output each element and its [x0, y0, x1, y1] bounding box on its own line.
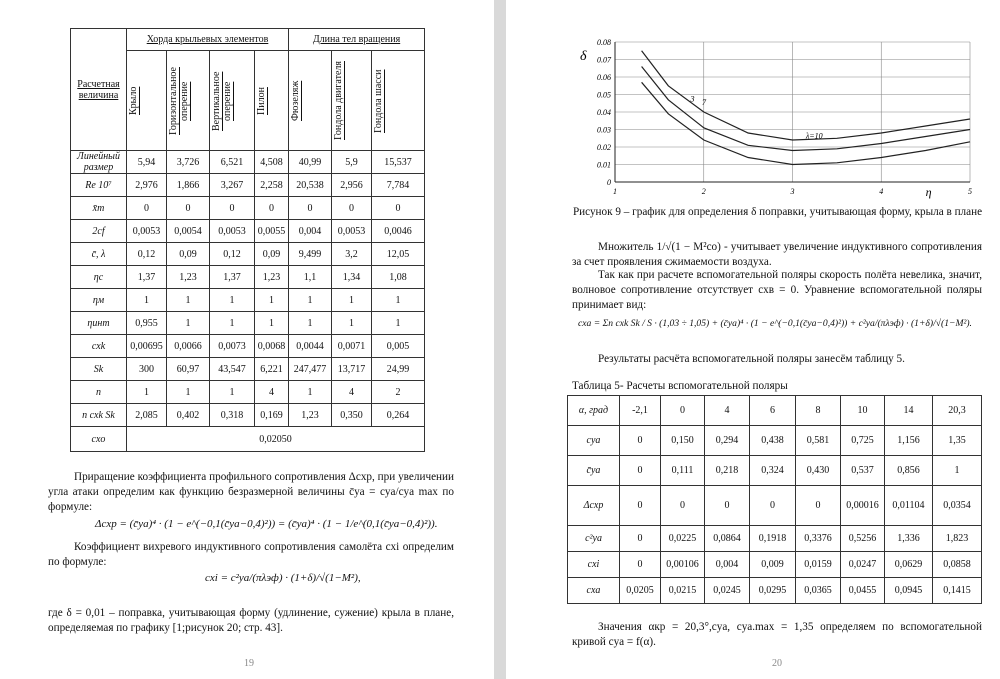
table-cell: 0	[127, 197, 167, 220]
table-cell: 0,005	[372, 335, 425, 358]
table-cell: 0	[705, 486, 750, 526]
table-cell: 0	[620, 486, 661, 526]
cxo-value: 0,02050	[127, 427, 425, 452]
table-cell: 0,09	[167, 243, 210, 266]
table-cell: 6,221	[255, 358, 289, 381]
table-cell: 15,537	[372, 151, 425, 174]
table-cell: 0,12	[210, 243, 255, 266]
table-cell: 0,0215	[661, 578, 705, 604]
table-cell: 1,34	[332, 266, 372, 289]
header-cell: 8	[796, 396, 841, 426]
table-cell: 0,150	[661, 426, 705, 456]
table-cell: 0,955	[127, 312, 167, 335]
table-cell: 2,085	[127, 404, 167, 427]
row-label: cya	[568, 426, 620, 456]
table-cell: 1,23	[289, 404, 332, 427]
table-cell: 1,37	[127, 266, 167, 289]
table-row	[71, 174, 425, 197]
x-tick-label: 1	[613, 187, 617, 196]
table-cell: 2,976	[127, 174, 167, 197]
table-cell: 1	[289, 381, 332, 404]
table-cell: 1	[289, 289, 332, 312]
table-cell: 0,264	[372, 404, 425, 427]
y-tick-label: 0.08	[597, 38, 611, 47]
col-header: Гондола двигателя	[333, 61, 344, 140]
y-tick-label: 0.06	[597, 73, 611, 82]
table-cell: 1,823	[933, 526, 982, 552]
table-row	[568, 486, 982, 526]
table-cell: 1,23	[167, 266, 210, 289]
y-tick-label: 0	[607, 178, 611, 187]
table-cell: 1	[127, 289, 167, 312]
table-cell: 0,0629	[885, 552, 933, 578]
table-cell: 0,0073	[210, 335, 255, 358]
row-label: cxa	[568, 578, 620, 604]
row-label: x̄т	[71, 197, 127, 220]
y-tick-label: 0.03	[597, 125, 611, 135]
table-cell: 0,3376	[796, 526, 841, 552]
header-label: α, град	[568, 396, 620, 426]
paragraph-multiplier: Множитель 1/√(1 − M²co) - учитывает увеличение индуктивного сопротивления за счет проявления сжимаемости воздуха.	[572, 241, 982, 268]
formula-cxi: cxi = c²ya/(πλэф) · (1+δ)/√(1−M²),	[205, 572, 361, 584]
table-cell: 0,0945	[885, 578, 933, 604]
row-label: cxo	[71, 427, 127, 452]
paragraph-delta-correction: где δ = 0,01 – поправка, учитывающая форму (удлинение, сужение) крыла в плане, определяемая по графику [1;рисунок 20; стр. 43].	[48, 607, 454, 634]
table-cell: 0,0053	[210, 220, 255, 243]
table-cell: 0,0858	[933, 552, 982, 578]
table-row	[71, 335, 425, 358]
table-cell: 0,430	[796, 456, 841, 486]
table-cell: 0,0053	[127, 220, 167, 243]
table-cell: 1	[332, 289, 372, 312]
table-header-row	[568, 396, 982, 426]
y-tick-label: 0.04	[597, 108, 611, 117]
table5-title: Таблица 5- Расчеты вспомогательной поляры	[572, 380, 788, 392]
col-header: Пилон	[256, 86, 267, 115]
formula-delta-cxp: Δcxp = (c̄ya)⁴ · (1 − e^(−0,1(c̄ya−0,4)²)) = (c̄ya)⁴ · (1 − 1/e^(0,1(c̄ya−0,4)²)).	[95, 518, 438, 530]
table-cell: 0,00016	[841, 486, 885, 526]
table-row	[71, 197, 425, 220]
paragraph-auxiliary-polar: Так как при расчете вспомогательной поляры скорость полёта невелика, значит, волновое сопротивление отсутствует cxв = 0. Уравнение вспомогательной поляры принимает вид:	[572, 269, 982, 311]
table-cell: 40,99	[289, 151, 332, 174]
table-cell: 0,0046	[372, 220, 425, 243]
table-cell: 0,0245	[705, 578, 750, 604]
table-cell: 0	[620, 456, 661, 486]
table-row	[71, 381, 425, 404]
header-cell: 20,3	[933, 396, 982, 426]
table-cell: 1,336	[885, 526, 933, 552]
table-row	[71, 404, 425, 427]
table-cell: 1,37	[210, 266, 255, 289]
table-cell: 0	[750, 486, 796, 526]
table-cell: 1	[210, 312, 255, 335]
table-cell: 1	[255, 312, 289, 335]
paragraph-results: Результаты расчёта вспомогательной поляры занесём таблицу 5.	[598, 353, 905, 365]
table-cell: 0	[210, 197, 255, 220]
table-cell: 1	[372, 312, 425, 335]
table-cell: 0,0365	[796, 578, 841, 604]
table-cell: 4,508	[255, 151, 289, 174]
y-tick-label: 0.01	[597, 160, 611, 170]
table-cell: 0,0044	[289, 335, 332, 358]
table-cell: 0,537	[841, 456, 885, 486]
row-label: cxk	[71, 335, 127, 358]
table-cell: 1	[372, 289, 425, 312]
table-cell: 0,5256	[841, 526, 885, 552]
table-cell: 0,218	[705, 456, 750, 486]
table-cell: 0,0068	[255, 335, 289, 358]
table-cell: 1,23	[255, 266, 289, 289]
table-row	[568, 456, 982, 486]
table-cell: 0	[255, 197, 289, 220]
table-cell: 0,350	[332, 404, 372, 427]
table-cell: 0,294	[705, 426, 750, 456]
group-header-chord: Хорда крыльевых элементов	[127, 29, 289, 51]
table-cell: 1,35	[933, 426, 982, 456]
table-cell: 1	[127, 381, 167, 404]
table-cell: 1	[332, 312, 372, 335]
table-cell: 0,581	[796, 426, 841, 456]
table-cell: 0,00695	[127, 335, 167, 358]
paragraph-induced-drag: Коэффициент вихревого индуктивного сопротивления самолёта cxi определим по формуле:	[48, 541, 454, 568]
col-header: Гондола шасси	[373, 68, 384, 133]
table-cell: 0	[620, 426, 661, 456]
y-axis-label: δ	[580, 49, 587, 64]
header-cell: 14	[885, 396, 933, 426]
row-label: Sk	[71, 358, 127, 381]
table-cell: 300	[127, 358, 167, 381]
table-cell: 0	[372, 197, 425, 220]
formula-cxa: cxa = Σn cxk Sk / S · (1,03 ÷ 1,05) + (c̄ya)⁴ · (1 − e^(−0,1(c̄ya−0,4)²)) + c²ya/(πλэф) · (1+δ)/√(1−M²).	[578, 318, 972, 329]
page-number: 20	[772, 658, 782, 669]
header-cell: 0	[661, 396, 705, 426]
table-row	[71, 312, 425, 335]
table-cell: 0,0053	[332, 220, 372, 243]
page-number: 19	[244, 658, 254, 669]
row-label: Δcxp	[568, 486, 620, 526]
table-cell: 0,1415	[933, 578, 982, 604]
auxiliary-polar-table	[567, 395, 982, 604]
table-cell: 20,538	[289, 174, 332, 197]
curve-label: 3	[690, 94, 695, 104]
table-cell: 1,866	[167, 174, 210, 197]
row-label: ηм	[71, 289, 127, 312]
table-cell: 1	[255, 289, 289, 312]
table-cell: 0	[661, 486, 705, 526]
table-row	[71, 289, 425, 312]
table-row	[568, 578, 982, 604]
row-label: 2cf	[71, 220, 127, 243]
table-cell: 0,0864	[705, 526, 750, 552]
table-cell: 0	[167, 197, 210, 220]
paragraph-critical-angle: Значения αкр = 20,3°,cya, cya.max = 1,35 определяем по вспомогательной кривой cya = f(α).	[572, 621, 982, 648]
table-cell: 0,0055	[255, 220, 289, 243]
table-cell: 1	[167, 381, 210, 404]
table-cell: 0,318	[210, 404, 255, 427]
table-cell: 0,0054	[167, 220, 210, 243]
header-cell: 4	[705, 396, 750, 426]
col-header: Фюзеляж	[290, 80, 301, 121]
table-cell: 0,169	[255, 404, 289, 427]
table-cell: 7,784	[372, 174, 425, 197]
table-cell: 1,08	[372, 266, 425, 289]
figure-caption: Рисунок 9 – график для определения δ поправки, учитывающая форму, крыла в плане	[572, 206, 983, 218]
table-cell: 4	[255, 381, 289, 404]
table-cell: 2	[372, 381, 425, 404]
x-tick-label: 2	[701, 187, 706, 196]
table-cell: 0,0071	[332, 335, 372, 358]
y-tick-label: 0.07	[597, 55, 611, 65]
table-cell: 0	[620, 552, 661, 578]
header-cell: -2,1	[620, 396, 661, 426]
table-cell: 0,009	[750, 552, 796, 578]
table-cell: 0,1918	[750, 526, 796, 552]
table-cell: 1	[933, 456, 982, 486]
x-tick-label: 5	[968, 187, 972, 196]
header-cell: 10	[841, 396, 885, 426]
row-label: n	[71, 381, 127, 404]
row-label: cxi	[568, 552, 620, 578]
table-cell: 1,1	[289, 266, 332, 289]
delta-correction-chart	[570, 34, 990, 204]
curve-label: λ=10	[805, 131, 823, 141]
table-cell: 13,717	[332, 358, 372, 381]
table-row	[568, 526, 982, 552]
table-cell: 0,0354	[933, 486, 982, 526]
table-cell: 5,9	[332, 151, 372, 174]
table-cell: 0,09	[255, 243, 289, 266]
page-19	[0, 0, 494, 679]
table-corner-label: Расчетная величина	[71, 29, 127, 151]
table-cell: 60,97	[167, 358, 210, 381]
paragraph-profile-drag: Приращение коэффициента профильного сопротивления Δcxp, при увеличении угла атаки определим как функцию безразмерной величины c̄ya = cya/cya max по формуле:	[48, 471, 454, 513]
curve-label: 7	[701, 98, 706, 107]
row-label: ηc	[71, 266, 127, 289]
table-row	[71, 427, 425, 452]
table-cell: 0,0247	[841, 552, 885, 578]
row-label: ηинт	[71, 312, 127, 335]
table-cell: 0,0295	[750, 578, 796, 604]
table-cell: 0,0455	[841, 578, 885, 604]
table-cell: 43,547	[210, 358, 255, 381]
x-axis-label: η	[925, 185, 932, 199]
table-cell: 1,156	[885, 426, 933, 456]
table-cell: 0,0225	[661, 526, 705, 552]
table-cell: 0,0205	[620, 578, 661, 604]
col-header: Вертикальное оперение	[211, 70, 233, 131]
table-row	[71, 220, 425, 243]
x-tick-label: 3	[790, 187, 795, 196]
table-cell: 0,004	[705, 552, 750, 578]
y-tick-label: 0.02	[597, 143, 611, 152]
row-label: Re 10⁷	[71, 174, 127, 197]
table-cell: 1	[167, 289, 210, 312]
row-label: Линейный размер	[71, 151, 127, 174]
table-cell: 0,402	[167, 404, 210, 427]
table-row	[71, 358, 425, 381]
table-row	[568, 426, 982, 456]
table-cell: 0,0066	[167, 335, 210, 358]
col-header: Крыло	[128, 86, 139, 115]
x-tick-label: 4	[879, 187, 884, 196]
table-cell: 3,726	[167, 151, 210, 174]
table-cell: 1	[210, 289, 255, 312]
table-cell: 0,004	[289, 220, 332, 243]
y-tick-label: 0.05	[597, 90, 611, 100]
table-cell: 1	[167, 312, 210, 335]
table-cell: 0,111	[661, 456, 705, 486]
table-cell: 0,00106	[661, 552, 705, 578]
row-label: c²ya	[568, 526, 620, 552]
aerodynamic-elements-table	[70, 28, 425, 452]
table-row	[71, 266, 425, 289]
table-cell: 0,856	[885, 456, 933, 486]
table-cell: 0,324	[750, 456, 796, 486]
table-cell: 5,94	[127, 151, 167, 174]
table-cell: 0	[620, 526, 661, 552]
table-cell: 24,99	[372, 358, 425, 381]
row-label: n cxk Sk	[71, 404, 127, 427]
table-cell: 0	[332, 197, 372, 220]
table-row	[568, 552, 982, 578]
table-row	[71, 151, 425, 174]
table-cell: 12,05	[372, 243, 425, 266]
header-cell: 6	[750, 396, 796, 426]
table-cell: 2,258	[255, 174, 289, 197]
table-cell: 0,01104	[885, 486, 933, 526]
col-header: Горизонтальное оперение	[168, 66, 190, 135]
group-header-length: Длина тел вращения	[289, 29, 425, 51]
table-cell: 6,521	[210, 151, 255, 174]
table-cell: 9,499	[289, 243, 332, 266]
table-cell: 0,725	[841, 426, 885, 456]
table-cell: 3,2	[332, 243, 372, 266]
table-cell: 1	[289, 312, 332, 335]
table-cell: 247,477	[289, 358, 332, 381]
table-cell: 0	[796, 486, 841, 526]
table-row	[71, 243, 425, 266]
table-cell: 0,0159	[796, 552, 841, 578]
table-cell: 2,956	[332, 174, 372, 197]
table-cell: 4	[332, 381, 372, 404]
table-cell: 3,267	[210, 174, 255, 197]
row-label: c̄ya	[568, 456, 620, 486]
table-cell: 0	[289, 197, 332, 220]
table-cell: 0,12	[127, 243, 167, 266]
table-cell: 1	[210, 381, 255, 404]
row-label: c̄, λ	[71, 243, 127, 266]
table-cell: 0,438	[750, 426, 796, 456]
